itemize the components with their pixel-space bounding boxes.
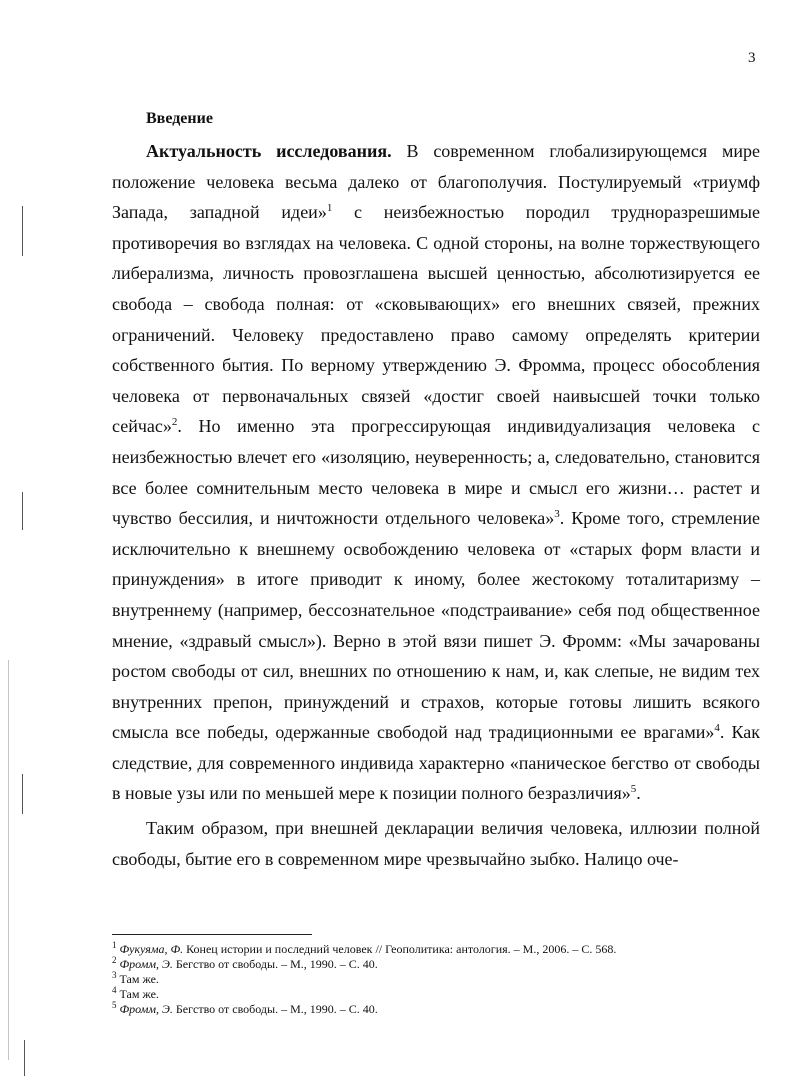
footnote-ref[interactable]: 1 xyxy=(326,202,333,215)
scan-artifact xyxy=(24,1040,25,1076)
footnote-1 xyxy=(112,942,752,957)
footnote-number: 1 xyxy=(112,940,117,950)
footnote-ref[interactable]: 4 xyxy=(714,722,720,735)
paragraph-lead: Актуальность исследования. xyxy=(146,141,392,161)
footnote-5 xyxy=(112,1002,752,1017)
body-text xyxy=(112,136,760,874)
footnote-ref[interactable]: 2 xyxy=(171,416,178,429)
page-number: 3 xyxy=(748,50,756,66)
footnote-number: 3 xyxy=(112,970,117,980)
footnote-author: Фукуяма, Ф. xyxy=(119,942,184,956)
footnote-number: 5 xyxy=(112,1000,117,1010)
footnote-ref[interactable]: 3 xyxy=(554,508,560,521)
scan-artifact xyxy=(22,492,23,530)
paragraph-text: . Кроме того, стремление исключительно к внешнему освобождению человека от «старых форм власти и принуждения» в итоге приводит к иному, более жестокому тоталитаризму – внутреннему (например, бессознательное «подстраивание» себя под общественное мнение, «здравый смысл»). Верно в этой вязи пишет Э. Фромм: «Мы зачарованы ростом свободы от сил, внешних по отношению к нам, и, как слепые, не видим тех внутренних препон, принуждений и страхов, которые готовы лишить всякого смысла все победы, одержанные свободой над традиционными ее врагами» xyxy=(112,508,760,743)
footnote-3 xyxy=(112,972,752,987)
paragraph-text: . Но именно эта прогрессирующая индивидуализация человека с неизбежностью влечет его «изоляцию, неуверенность; а, следовательно, становится все более сомнительным место человека в мире и смысл его жизни… растет и чувство бессилия, и ничтожности отдельного человека» xyxy=(112,416,760,529)
footnotes xyxy=(112,942,752,1017)
footnote-divider xyxy=(112,934,312,935)
footnote-text: Бегство от свободы. – М., 1990. – С. 40. xyxy=(172,1002,378,1016)
footnote-ref[interactable]: 5 xyxy=(630,783,637,796)
footnote-number: 4 xyxy=(112,985,117,995)
paragraph-text: . xyxy=(636,783,641,804)
footnote-text: Бегство от свободы. – М., 1990. – С. 40. xyxy=(172,957,378,971)
footnote-number: 2 xyxy=(112,955,117,965)
footnote-author: Фромм, Э. xyxy=(119,1002,173,1016)
paragraph-text: с неизбежностью породил трудноразрешимые противоречия во взглядах на человека. С одной стороны, на волне торжествующего либерализма, личность провозглашена высшей ценностью, абсолютизируется ее свобода – свобода полная: от «сковывающих» его внешних связей, прежних ограничений. Человеку предоставлено право самому определять критерии собственного бытия. По верному утверждению Э. Фромма, процесс обособления человека от первоначальных связей «достиг своей наивысшей точки только сейчас» xyxy=(112,202,760,437)
scan-artifact xyxy=(22,206,23,256)
paragraph-conclusion xyxy=(112,813,760,874)
footnote-text: Там же. xyxy=(119,972,159,986)
scan-artifact xyxy=(22,774,23,814)
paragraph-text: Таким образом, при внешней декларации величия человека, иллюзии полной свободы, бытие его в современном мире чрезвычайно зыбко. Налицо оче- xyxy=(112,818,760,869)
paragraph-text: В современном глобализирующемся мире положение человека весьма далеко от благополучия. Постулируемый «триумф Запада, западной идеи» xyxy=(112,141,761,223)
footnote-author: Фромм, Э. xyxy=(119,957,173,971)
scan-artifact xyxy=(8,660,9,1060)
footnote-text: Конец истории и последний человек // Геополитика: антология. – М., 2006. – С. 568. xyxy=(183,942,617,956)
footnote-4 xyxy=(112,987,752,1002)
section-heading: Введение xyxy=(146,110,213,127)
footnote-2 xyxy=(112,957,752,972)
paragraph-relevance xyxy=(112,136,760,809)
paragraph-text: . Как следствие, для современного индивида характерно «паническое бегство от свободы в новые узы или по меньшей мере к позиции полного безразличия» xyxy=(112,722,760,804)
footnote-text: Там же. xyxy=(119,987,159,1001)
